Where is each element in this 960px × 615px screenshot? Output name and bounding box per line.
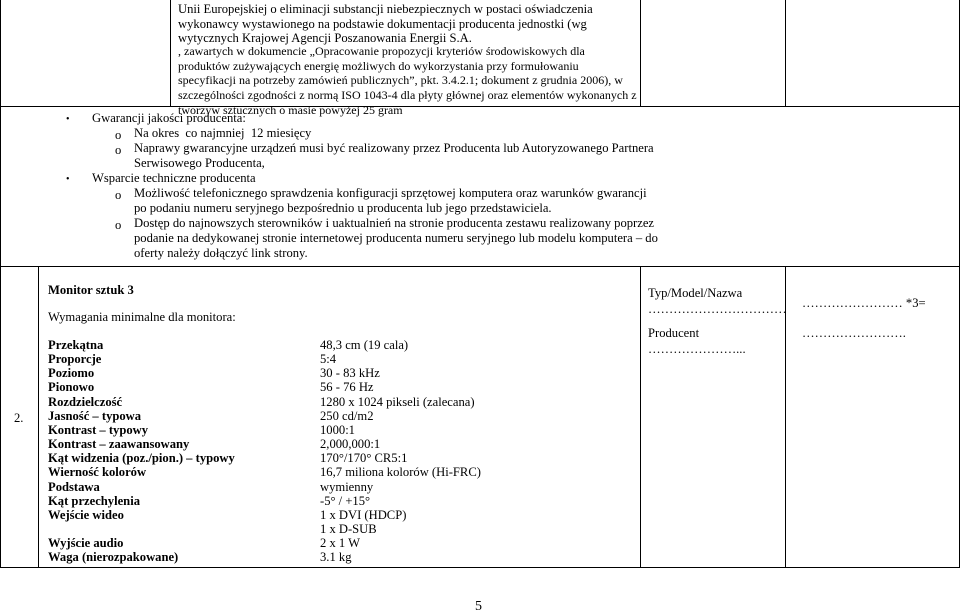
spec-name: Przekątna	[48, 338, 104, 352]
warranty-item-1: Na okres co najmniej 12 miesięcy	[134, 126, 312, 140]
requirements-heading: Wymagania minimalne dla monitora:	[48, 310, 236, 324]
spec-name: Poziomo	[48, 366, 95, 381]
spec-name: Kąt widzenia (poz./pion.) – typowy	[48, 451, 235, 466]
spec-value: 2 x 1 W	[320, 536, 360, 551]
spec-value: 5:4	[320, 352, 337, 367]
spec-value: 2,000,000:1	[320, 437, 381, 452]
support-item-2-cont: oferty należy dołączyć link strony.	[134, 246, 308, 260]
support-item-1: Możliwość telefonicznego sprawdzenia konfiguracji sprzętowej komputera oraz warunków gwarancji	[134, 186, 647, 200]
top-paragraph-2: , zawartych w dokumencie „Opracowanie propozycji kryteriów środowiskowych dla produktów zużywających energię możliwych do wykorzystania przy formułowaniu specyfikacji na potrzeby zamówień publicznych”, pkt. 3.4.2.1; dokument z grudnia 2006), w szczególności zgodności z normą ISO 1043-4 dla płyty głównej oraz elementów wykonanych z tworzyw sztucznych o masie powyżej 25 gram	[178, 44, 637, 117]
spec-name: Proporcje	[48, 352, 102, 367]
producer-label: Producent	[648, 326, 700, 340]
support-heading: Wsparcie techniczne producenta	[92, 171, 256, 185]
spec-name: Wejście wideo	[48, 507, 124, 522]
warranty-item-2: Naprawy gwarancyjne urządzeń musi być realizowany przez Producenta lub Autoryzowanego Partnera	[134, 141, 654, 155]
spec-name: Rozdzielczość	[48, 394, 123, 409]
bullet-icon: •	[66, 174, 70, 185]
col-divider	[170, 0, 171, 106]
sub-bullet-icon: o	[115, 188, 122, 202]
table-left-border	[0, 0, 1, 267]
row-number: 2.	[14, 411, 24, 425]
monitor-title: Monitor sztuk 3	[48, 283, 134, 297]
spec-name: Wyjście audio	[48, 536, 124, 551]
row-divider	[0, 567, 960, 568]
warranty-heading: Gwarancji jakości producenta:	[92, 111, 246, 125]
spec-name: Kontrast – zaawansowany	[48, 437, 190, 452]
price-dots[interactable]: …………………… *3=	[802, 296, 926, 310]
spec-name: Podstawa	[48, 479, 100, 494]
top-paragraph-1: Unii Europejskiej o eliminacji substancji niebezpiecznych w postaci oświadczenia wykonawcy wystawionego na podstawie dokumentacji producenta jednostki (wg wytycznych Krajowej Agencji Poszanowania Energii S.A.	[178, 2, 593, 46]
spec-value: 1 x D-SUB	[320, 521, 377, 536]
spec-value: 48,3 cm (19 cala)	[320, 338, 409, 352]
spec-name: Pionowo	[48, 380, 95, 395]
spec-name: Kontrast – typowy	[48, 422, 149, 437]
spec-name: Jasność – typowa	[48, 408, 142, 423]
type-model-dots[interactable]: ……………………………	[648, 302, 787, 316]
spec-value: 56 - 76 Hz	[320, 380, 374, 395]
producer-dots[interactable]: …………………...	[648, 342, 746, 356]
spec-value: 1000:1	[320, 422, 355, 437]
page-number: 5	[475, 599, 482, 614]
table-left-border	[0, 266, 1, 568]
support-item-2-cont: podanie na dedykowanej stronie internetowej producenta numeru seryjnego lub modelu komputera – do	[134, 231, 658, 245]
type-model-label: Typ/Model/Nazwa	[648, 286, 743, 300]
spec-name: Wierność kolorów	[48, 465, 147, 480]
spec-value: 30 - 83 kHz	[320, 366, 380, 381]
row-divider	[0, 266, 960, 267]
spec-name: Waga (nierozpakowane)	[48, 550, 179, 565]
spec-value: 250 cd/m2	[320, 408, 374, 423]
total-dots[interactable]: …………………….	[802, 326, 906, 340]
bullet-icon: •	[66, 114, 70, 125]
spec-value: 1280 x 1024 pikseli (zalecana)	[320, 394, 475, 409]
spec-value: 170°/170° CR5:1	[320, 451, 408, 466]
spec-value: wymienny	[320, 479, 374, 494]
spec-value: 16,7 miliona kolorów (Hi-FRC)	[320, 465, 481, 480]
sub-bullet-icon: o	[115, 128, 122, 142]
support-item-1-cont: po podaniu numeru seryjnego bezpośrednio u producenta lub jego przedstawiciela.	[134, 201, 552, 215]
col-divider	[640, 266, 641, 568]
spec-value: -5° / +15°	[320, 493, 371, 508]
spec-name: Kąt przechylenia	[48, 493, 140, 508]
spec-value: 3.1 kg	[320, 550, 352, 565]
sub-bullet-icon: o	[115, 218, 122, 232]
spec-value: 1 x DVI (HDCP)	[320, 507, 407, 522]
col-divider	[785, 0, 786, 106]
sub-bullet-icon: o	[115, 143, 122, 157]
support-item-2: Dostęp do najnowszych sterowników i uaktualnień na stronie producenta zestawu realizowany poprzez	[134, 216, 655, 230]
col-divider	[38, 266, 39, 568]
warranty-item-2-cont: Serwisowego Producenta,	[134, 156, 265, 170]
